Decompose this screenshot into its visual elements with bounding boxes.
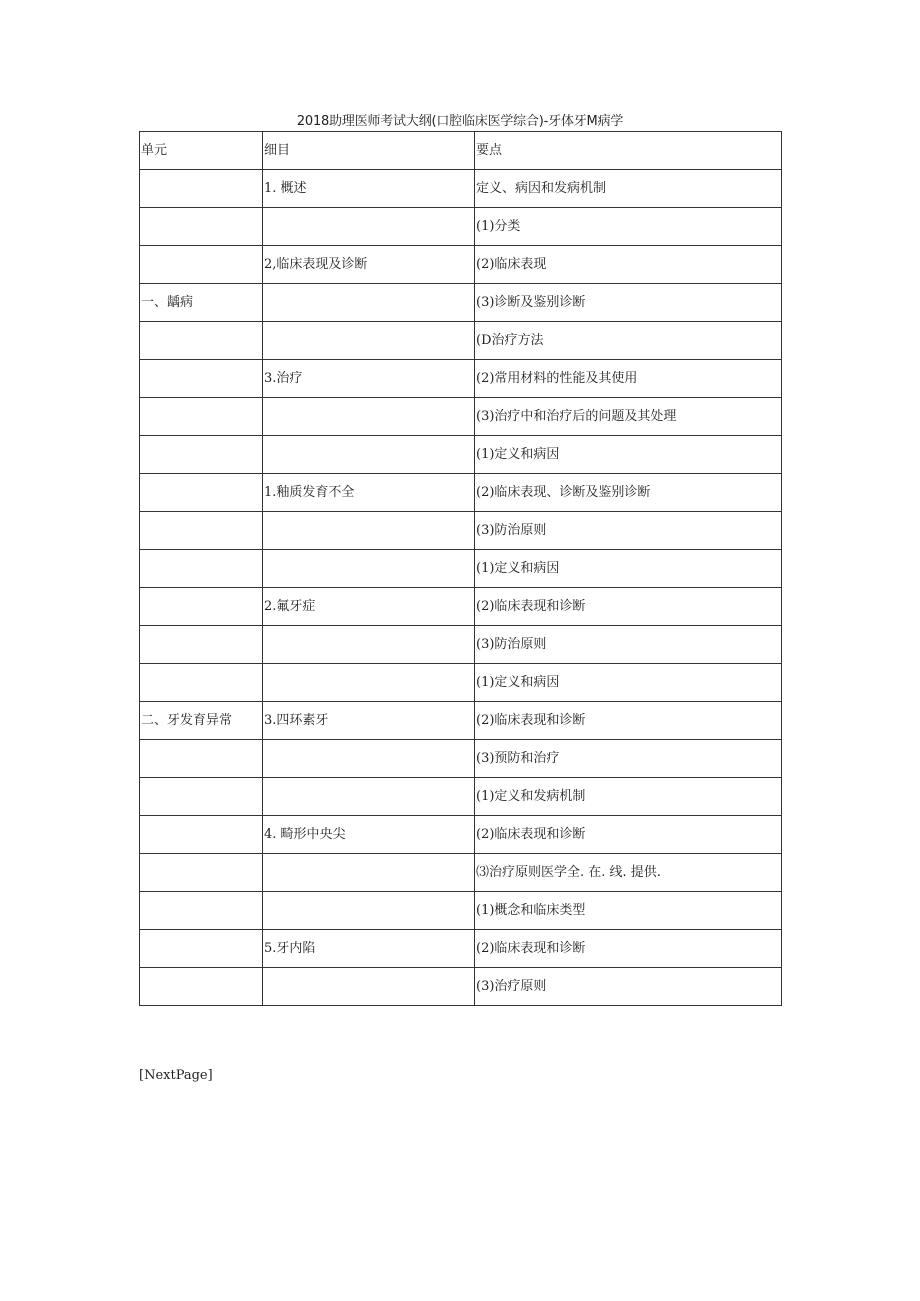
table-row [140,550,782,588]
item-cell: 4. 畸形中央尖 [263,816,475,854]
table-row [140,968,782,1006]
item-cell [263,854,475,892]
table-row [140,892,782,930]
table-row [140,512,782,550]
unit-cell [140,360,263,398]
point-cell: (1)定义和病因 [475,664,782,702]
unit-cell [140,778,263,816]
item-cell [263,398,475,436]
item-cell: 5.牙内陷 [263,930,475,968]
item-cell [263,322,475,360]
unit-cell [140,550,263,588]
table-header-row [140,132,782,170]
unit-cell [140,474,263,512]
table-row [140,930,782,968]
item-cell [263,626,475,664]
item-cell [263,436,475,474]
unit-cell [140,892,263,930]
point-cell: (D治疗方法 [475,322,782,360]
item-cell: 3.治疗 [263,360,475,398]
point-cell: (1)定义和发病机制 [475,778,782,816]
unit-cell [140,968,263,1006]
syllabus-table-body [140,132,782,1006]
point-cell: (3)治疗原则 [475,968,782,1006]
item-cell [263,512,475,550]
unit-cell [140,436,263,474]
item-cell: 1. 概述 [263,170,475,208]
item-cell [263,892,475,930]
point-cell: (2)临床表现和诊断 [475,588,782,626]
point-cell: (3)诊断及鉴别诊断 [475,284,782,322]
unit-cell [140,322,263,360]
unit-cell [140,588,263,626]
item-cell [263,968,475,1006]
point-cell: 定义、病因和发病机制 [475,170,782,208]
table-row [140,778,782,816]
point-cell: (2)临床表现和诊断 [475,702,782,740]
point-cell: (2)临床表现和诊断 [475,816,782,854]
point-cell: (2)临床表现、诊断及鉴别诊断 [475,474,782,512]
header-cell-point: 要点 [475,132,782,170]
point-cell: (2)临床表现 [475,246,782,284]
table-row [140,170,782,208]
item-cell [263,664,475,702]
item-cell: 2,临床表现及诊断 [263,246,475,284]
unit-cell [140,170,263,208]
unit-cell [140,246,263,284]
header-cell-item: 细目 [263,132,475,170]
point-cell: (3)防治原则 [475,626,782,664]
table-row [140,284,782,322]
table-row [140,702,782,740]
table-row [140,398,782,436]
unit-cell [140,930,263,968]
item-cell [263,284,475,322]
table-row [140,854,782,892]
table-row [140,588,782,626]
document-title: 2018助理医师考试大纲(口腔临床医学综合)-牙体牙M病学 [296,114,624,129]
table-row [140,664,782,702]
table-row [140,436,782,474]
point-cell: (1)定义和病因 [475,436,782,474]
unit-cell [140,626,263,664]
item-cell [263,778,475,816]
point-cell: (3)防治原则 [475,512,782,550]
unit-cell: 二、牙发育异常 [140,702,263,740]
table-row [140,474,782,512]
point-cell: (1)概念和临床类型 [475,892,782,930]
table-row [140,360,782,398]
table-row [140,246,782,284]
table-row [140,626,782,664]
point-cell: (2)常用材料的性能及其使用 [475,360,782,398]
point-cell: (1)分类 [475,208,782,246]
unit-cell [140,208,263,246]
table-row [140,322,782,360]
point-cell: (2)临床表现和诊断 [475,930,782,968]
item-cell [263,550,475,588]
next-page-marker: [NextPage] [139,1068,213,1083]
item-cell: 3.四环素牙 [263,702,475,740]
unit-cell: 一、龋病 [140,284,263,322]
point-cell: (1)定义和病因 [475,550,782,588]
table-row [140,816,782,854]
syllabus-table [139,131,782,1006]
unit-cell [140,512,263,550]
unit-cell [140,740,263,778]
unit-cell [140,664,263,702]
point-cell: ⑶治疗原则医学全. 在. 线. 提供. [475,854,782,892]
header-cell-unit: 单元 [140,132,263,170]
point-cell: (3)治疗中和治疗后的问题及其处理 [475,398,782,436]
table-row [140,208,782,246]
item-cell: 1.釉质发育不全 [263,474,475,512]
unit-cell [140,398,263,436]
item-cell: 2.氟牙症 [263,588,475,626]
unit-cell [140,816,263,854]
item-cell [263,208,475,246]
point-cell: (3)预防和治疗 [475,740,782,778]
item-cell [263,740,475,778]
table-row [140,740,782,778]
unit-cell [140,854,263,892]
